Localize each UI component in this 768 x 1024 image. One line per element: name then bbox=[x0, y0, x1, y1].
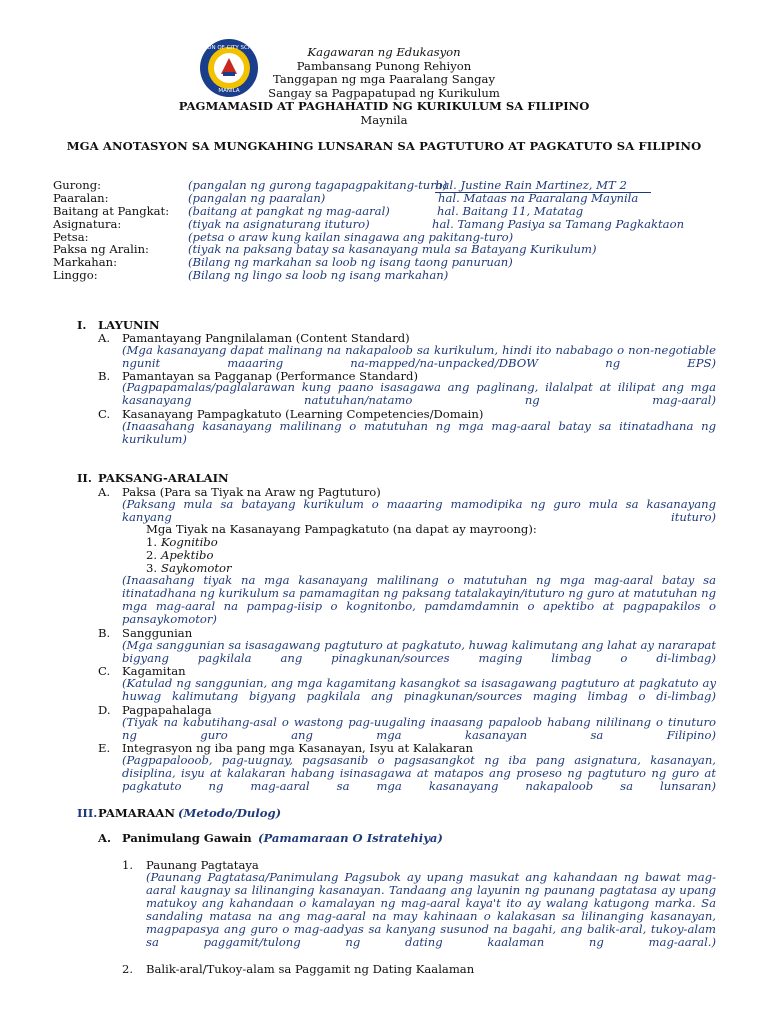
objectives-label: Mga Tiyak na Kasanayang Pampagkatuto (na dapat ay mayroong): bbox=[146, 522, 537, 536]
info-label: Markahan: bbox=[53, 255, 118, 269]
header-unit: PAGMAMASID AT PAGHAHATID NG KURIKULUM SA FILIPINO bbox=[178, 99, 590, 113]
item-title: Integrasyon ng iba pang mga Kasanayan, Isyu at Kalakaran bbox=[122, 741, 473, 755]
info-value: (pangalan ng gurong tagapagpakitang-turo) bbox=[188, 178, 448, 192]
item-title: Paksa (Para sa Tiyak na Araw ng Pagtuturo) bbox=[122, 485, 381, 499]
info-value: (Bilang ng markahan sa loob ng isang taong panuruan) bbox=[188, 255, 513, 269]
step-title: Paunang Pagtataya bbox=[146, 858, 259, 872]
header-region: Pambansang Punong Rehiyon bbox=[296, 58, 472, 73]
section-number: I. bbox=[77, 318, 87, 332]
section-title: LAYUNIN bbox=[98, 318, 160, 332]
item-letter: B. bbox=[98, 626, 111, 640]
info-example: hal. Tamang Pasiya sa Tamang Pagkaktaon bbox=[432, 217, 685, 231]
info-value: (baitang at pangkat ng mag-aaral) bbox=[188, 204, 390, 218]
header-division: Sangay sa Pagpapatupad ng Kurikulum bbox=[268, 85, 500, 100]
item-description: (Mga kasanayang dapat malinang na nakapaloob sa kurikulum, hindi ito nababago o non-negotiable ngunit maaaring na-mapped/na-unpacked/DBOW ng EPS) bbox=[122, 343, 716, 370]
domain-number: 2. bbox=[146, 548, 158, 562]
item-subtitle: (Pamamaraan O Istratehiya) bbox=[258, 831, 443, 845]
svg-text:DIVISION OF CITY SCHOOLS: DIVISION OF CITY SCHOOLS bbox=[190, 45, 268, 51]
info-label: Gurong: bbox=[53, 178, 102, 192]
header-city: Maynila bbox=[360, 112, 408, 127]
document-title: MGA ANOTASYON SA MUNGKAHING LUNSARAN SA PAGTUTURO AT PAGKATUTO SA FILIPINO bbox=[66, 139, 702, 153]
step-number: 2. bbox=[122, 962, 134, 976]
header-office: Tanggapan ng mga Paaralang Sangay bbox=[273, 72, 495, 86]
section-number: II. bbox=[77, 471, 92, 485]
item-letter: A. bbox=[98, 485, 111, 499]
info-label: Petsa: bbox=[53, 230, 89, 244]
info-label: Paaralan: bbox=[53, 191, 109, 205]
info-value: (tiyak na paksang batay sa kasanayang mula sa Batayang Kurikulum) bbox=[188, 242, 597, 256]
domain-item: Kognitibo bbox=[161, 535, 218, 549]
item-letter: A. bbox=[98, 331, 111, 345]
domain-number: 1. bbox=[146, 535, 158, 549]
item-description: (Inaasahang tiyak na mga kasanayang malilinang o matutuhan ng mga mag-aaral batay sa itinatadhana ng kurikulum sa pamamagitan ng paksang tatalakayin/ituturo ng guro at matutuhan ng mga mag-aaral na pampag-iisip o kognitonbo, pamdamdamnin o apektibo at pagpapakilos o pansaykomotor) bbox=[122, 573, 716, 626]
item-title: Panimulang Gawain bbox=[122, 831, 252, 845]
section-title: PAKSANG-ARALAIN bbox=[98, 471, 229, 485]
item-description: (Mga sanggunian sa isasagawang pagtuturo at pagkatuto, huwag kalimutang ang lahat ay nararapat bigyang pagkilala ang pinagkunan/sources maging limbag o di-limbag) bbox=[122, 638, 716, 665]
item-letter: C. bbox=[98, 407, 111, 421]
item-title: Pagpapahalaga bbox=[122, 703, 212, 717]
section-title: PAMARAAN bbox=[98, 806, 175, 820]
domain-item: Saykomotor bbox=[161, 561, 232, 575]
step-description: (Paunang Pagtatasa/Panimulang Pagsubok ay upang masukat ang kahandaan ng bawat mag-aaral kaugnay sa lilinanging kasanayan. Tandaang ang layunin ng paunang pagtatasa ay upang matukoy ang kahandaan o kamalayan ng mag-aaral kaya't ito ay walang katugong marka. Sa sandaling matasa na ang mag-aaral na may kahinaan o kalakasan sa lilinanging kasanayan, magpapasya ang guro o mag-aadyas sa kanyang susunod na bagahi, ang balik-aral, tukoy-alam sa paggamit/tulong ng dating kaalaman ng mag-aaral.) bbox=[146, 870, 716, 949]
info-value: (Bilang ng lingo sa loob ng isang markahan) bbox=[188, 268, 449, 282]
item-title: Pamantayan sa Pagganap (Performance Standard) bbox=[122, 369, 418, 383]
item-letter: B. bbox=[98, 369, 111, 383]
svg-text:MANILA: MANILA bbox=[218, 88, 240, 94]
item-description: (Paksang mula sa batayang kurikulum o maaaring mamodipika ng guro mula sa kasanayang kanyang ituturo) bbox=[122, 497, 716, 524]
info-label: Linggo: bbox=[53, 268, 98, 282]
item-letter: A. bbox=[98, 831, 112, 845]
header-agency: Kagawaran ng Edukasyon bbox=[307, 45, 461, 59]
item-title: Kagamitan bbox=[122, 664, 186, 678]
section-subtitle: (Metodo/Dulog) bbox=[178, 806, 282, 820]
item-title: Pamantayang Pangnilalaman (Content Standard) bbox=[122, 331, 410, 345]
domain-item: Apektibo bbox=[161, 548, 214, 562]
info-label: Asignatura: bbox=[53, 217, 122, 231]
item-description: (Katulad ng sanggunian, ang mga kagamitang kasangkot sa isasagawang pagtuturo at pagkatuto ay huwag kalimutang bigyang pagkilala ang pinagkunan/sources maging limbag o di-limbag) bbox=[122, 676, 716, 703]
item-letter: E. bbox=[98, 741, 111, 755]
step-title: Balik-aral/Tukoy-alam sa Paggamit ng Dating Kaalaman bbox=[146, 962, 475, 976]
section-number: III. bbox=[77, 806, 98, 820]
item-description: (Pagpapalooob, pag-uugnay, pagsasanib o pagsasangkot ng iba pang asignatura, kasanayan, disiplina, isyu at kalakaran habang isinasagawa at matapos ang proseso ng pagtuturo ng guro at pagkatuto ng mag-aaral sa mga kasanayang nakapaloob sa lunsaran) bbox=[122, 753, 716, 793]
info-example: hal. Justine Rain Martinez, MT 2 bbox=[435, 178, 651, 193]
item-title: Kasanayang Pampagkatuto (Learning Competencies/Domain) bbox=[122, 407, 484, 421]
item-description: (Tiyak na kabutihang-asal o wastong pag-uugaling inaasang papaloob habang nililinang o tinuturo ng guro ang mga kasanayan sa Filipino) bbox=[122, 715, 716, 742]
info-value: (petsa o araw kung kailan sinagawa ang pakitang-turo) bbox=[188, 230, 514, 244]
item-description: (Pagpapamalas/paglalarawan kung paano isasagawa ang paglinang, ilalalpat at ililipat ang mga kasanayang natutuhan/natamo ng mag-aaral) bbox=[122, 380, 716, 407]
info-label: Paksa ng Aralin: bbox=[53, 242, 149, 256]
info-example: hal. Mataas na Paaralang Maynila bbox=[438, 191, 639, 205]
item-description: (Inaasahang kasanayang malilinang o matutuhan ng mga mag-aaral batay sa itinatadhana ng kurikulum) bbox=[122, 419, 716, 446]
item-title: Sanggunian bbox=[122, 626, 193, 640]
document-header bbox=[0, 46, 768, 127]
info-value: (pangalan ng paaralan) bbox=[188, 191, 326, 205]
domain-number: 3. bbox=[146, 561, 158, 575]
info-label: Baitang at Pangkat: bbox=[53, 204, 170, 218]
info-value: (tiyak na asignaturang ituturo) bbox=[188, 217, 370, 231]
item-letter: C. bbox=[98, 664, 111, 678]
step-number: 1. bbox=[122, 858, 134, 872]
item-letter: D. bbox=[98, 703, 111, 717]
info-example: hal. Baitang 11, Matatag bbox=[437, 204, 584, 218]
